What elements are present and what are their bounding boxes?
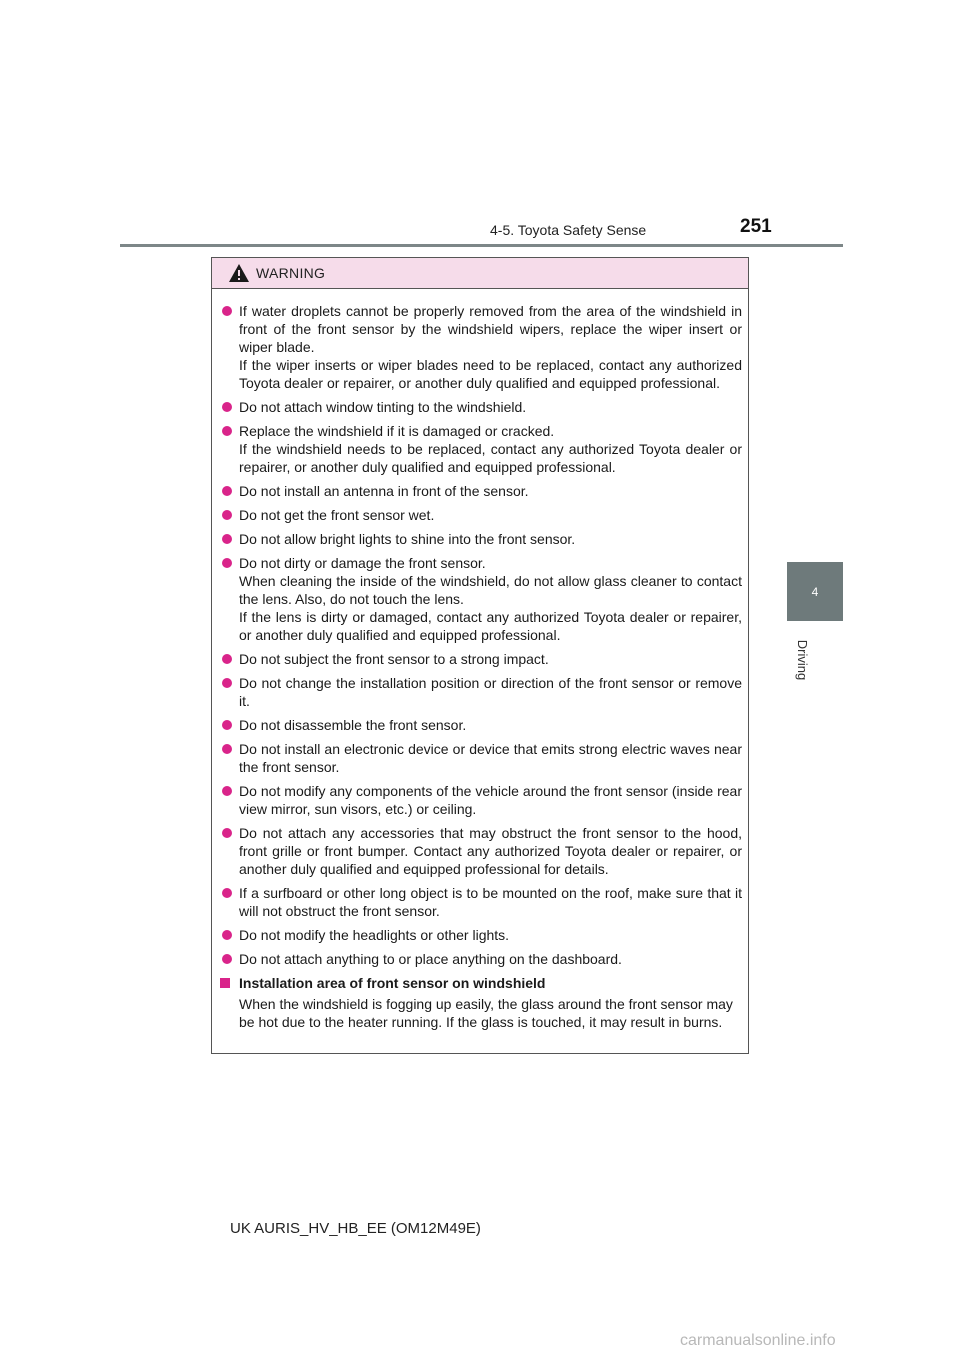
bullet-icon (222, 930, 232, 940)
subsection-body: When the windshield is fogging up easily, the glass around the front sensor may be hot due to the heater running. If the glass is touched, it may result in burns. (239, 996, 733, 1030)
warning-item-text: Do not install an electronic device or device that emits strong electric waves near the front sensor. (239, 741, 742, 775)
section-title: 4-5. Toyota Safety Sense (490, 222, 647, 238)
chapter-label: Driving (795, 639, 810, 681)
chapter-tab (787, 562, 843, 621)
warning-item (220, 530, 742, 548)
warning-item (220, 674, 742, 710)
warning-item-text: When cleaning the inside of the windshield, do not allow glass cleaner to contact the lens. Also, do not touch the lens. (239, 573, 742, 607)
bullet-icon (222, 402, 232, 412)
warning-item-text: Do not change the installation position or direction of the front sensor or remove it. (239, 675, 742, 709)
warning-header (212, 258, 748, 289)
warning-items (220, 302, 742, 968)
warning-item (220, 740, 742, 776)
warning-item-text: Do not attach any accessories that may obstruct the front sensor to the hood, front grille or front bumper. Contact any authorized Toyota dealer or repairer, or another duly qualified and equipped professional for details. (239, 825, 742, 877)
bullet-icon (222, 534, 232, 544)
watermark: carmanualsonline.info (680, 1332, 836, 1349)
warning-item (220, 884, 742, 920)
bullet-icon (222, 426, 232, 436)
warning-item (220, 950, 742, 968)
warning-item (220, 398, 742, 416)
header-divider (120, 244, 843, 247)
warning-box (211, 257, 749, 1054)
bullet-icon (222, 744, 232, 754)
warning-item-text: Do not disassemble the front sensor. (239, 717, 467, 733)
square-bullet-icon (220, 978, 230, 988)
warning-item (220, 422, 742, 476)
chapter-number: 4 (811, 584, 819, 599)
warning-item-text: Do not get the front sensor wet. (239, 507, 435, 523)
model-code: UK AURIS_HV_HB_EE (OM12M49E) (230, 1220, 481, 1237)
bullet-icon (222, 786, 232, 796)
warning-item-text: If water droplets cannot be properly removed from the area of the windshield in front of the front sensor by the windshield wipers, replace the wiper insert or wiper blade. (239, 303, 742, 355)
warning-item (220, 824, 742, 878)
warning-item (220, 554, 742, 644)
warning-item-text: Do not subject the front sensor to a strong impact. (239, 651, 549, 667)
warning-item (220, 716, 742, 734)
bullet-icon (222, 306, 232, 316)
warning-item-text: Replace the windshield if it is damaged or cracked. (239, 423, 555, 439)
warning-item (220, 650, 742, 668)
bullet-icon (222, 486, 232, 496)
warning-item-text: Do not modify any components of the vehicle around the front sensor (inside rear view mirror, sun visors, etc.) or ceiling. (239, 783, 742, 817)
warning-title: WARNING (256, 265, 326, 281)
bullet-icon (222, 720, 232, 730)
bullet-icon (222, 654, 232, 664)
warning-body (212, 289, 748, 1031)
warning-item (220, 482, 742, 500)
warning-item-text: If the windshield needs to be replaced, contact any authorized Toyota dealer or repairer, or another duly qualified and equipped professional. (239, 441, 742, 475)
bullet-icon (222, 828, 232, 838)
page-number: 251 (740, 216, 772, 237)
warning-item-text: Do not attach window tinting to the windshield. (239, 399, 527, 415)
bullet-icon (222, 888, 232, 898)
bullet-icon (222, 510, 232, 520)
warning-item-text: If the wiper inserts or wiper blades need to be replaced, contact any authorized Toyota dealer or repairer, or another duly qualified and equipped professional. (239, 357, 742, 391)
subsection-heading: Installation area of front sensor on windshield (220, 974, 742, 992)
warning-item-text: Do not install an antenna in front of the sensor. (239, 483, 529, 499)
warning-item-text: Do not allow bright lights to shine into the front sensor. (239, 531, 576, 547)
bullet-icon (222, 558, 232, 568)
bullet-icon (222, 954, 232, 964)
warning-item (220, 506, 742, 524)
warning-triangle-icon (228, 263, 250, 283)
warning-item (220, 926, 742, 944)
warning-item (220, 782, 742, 818)
warning-item-text: If a surfboard or other long object is to be mounted on the roof, make sure that it will not obstruct the front sensor. (239, 885, 742, 919)
warning-item-text: If the lens is dirty or damaged, contact any authorized Toyota dealer or repairer, or another duly qualified and equipped professional. (239, 609, 742, 643)
warning-item-text: Do not modify the headlights or other lights. (239, 927, 510, 943)
warning-item (220, 302, 742, 392)
warning-item-text: Do not attach anything to or place anything on the dashboard. (239, 951, 622, 967)
warning-item-text: Do not dirty or damage the front sensor. (239, 555, 486, 571)
bullet-icon (222, 678, 232, 688)
